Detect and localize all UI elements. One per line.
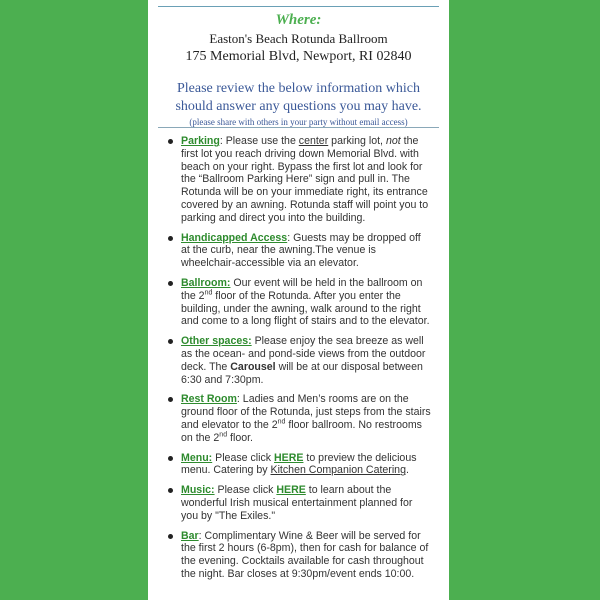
share-note: (please share with others in your party without email access) <box>189 117 408 127</box>
ballroom-text-1: Our event will be held in the ballroom on the 2 <box>181 276 423 302</box>
venue-header <box>148 10 449 128</box>
menu-text-2: to preview the delicious menu. Catering by <box>181 451 417 477</box>
restroom-sup-1: nd <box>277 418 286 426</box>
music-text-1: Please click <box>214 484 277 497</box>
info-list <box>148 128 431 581</box>
other-spaces-label: Other spaces: <box>181 335 252 348</box>
list-item-handicapped <box>181 232 431 270</box>
restroom-text-1: : Ladies and Men’s rooms are on the ground floor of the Rotunda, just steps from the stairs and elevator to the 2 <box>181 393 431 431</box>
music-text-2: to learn about the wonderful Irish musical entertainment planned for you by "The Exiles." <box>181 484 413 522</box>
top-divider <box>158 6 439 7</box>
caterer-link[interactable]: Kitchen Companion Catering <box>270 464 406 477</box>
ballroom-label: Ballroom: <box>181 276 231 289</box>
menu-text-3: . <box>405 464 409 477</box>
list-item-restroom <box>181 393 431 444</box>
restroom-sup-2: nd <box>219 431 228 439</box>
handicapped-text: : Guests may be dropped off at the curb, near the awning.The venue is wheelchair-accessible via an elevator. <box>181 231 421 270</box>
other-text-1: Please enjoy the sea breeze as well as the ocean- and pond-side views from the outdoor deck. The <box>181 335 426 373</box>
menu-label: Menu: <box>181 451 213 464</box>
ballroom-sup: nd <box>204 289 213 297</box>
bar-text: : Complimentary Wine & Beer will be served for the first 2 hours (6-8pm), then for cash for balance of the evening. Cocktails available for cash throughout the night. Bar closes at 9:30pm/event ends 10:00. <box>181 529 429 580</box>
invitation-card <box>148 0 449 600</box>
menu-text-1: Please click <box>212 451 275 464</box>
list-item-music <box>181 484 431 522</box>
parking-text-3: parking lot, <box>328 135 386 147</box>
music-here-link[interactable]: HERE <box>276 484 306 497</box>
where-label: Where: <box>275 12 322 28</box>
restroom-text-2: floor ballroom. No restrooms on the 2 <box>181 418 422 444</box>
ballroom-text-2: floor of the Rotunda. After you enter the building, under the awning, walk around to the right and come to a long flight of stairs and to the elevator. <box>181 289 430 328</box>
review-line-2: should answer any questions you may have. <box>175 99 422 114</box>
parking-text-1: : Please use the <box>219 135 299 147</box>
handicapped-label: Handicapped Access <box>181 231 288 244</box>
list-item-ballroom <box>181 277 431 328</box>
review-line-1: Please review the below information which <box>177 81 420 96</box>
bar-label: Bar <box>181 529 199 542</box>
parking-center: center <box>298 135 329 147</box>
other-text-2: will be at our disposal between 6:30 and 7:30pm. <box>181 360 423 386</box>
venue-name: Easton's Beach Rotunda Ballroom <box>209 31 388 46</box>
menu-here-link[interactable]: HERE <box>274 451 304 464</box>
parking-text-5: the first lot you reach driving down Memorial Blvd. with beach on your right. Bypass the first lot and look for the “Ballroom Parking Here” sign and pull in. The Rotunda will be on your immediate right, its entrance covered by an awning. Rotunda staff will point you to parking and direct you into the building. <box>181 135 429 224</box>
parking-not: not <box>385 135 401 147</box>
carousel-text: Carousel <box>230 360 276 373</box>
music-label: Music: <box>181 484 215 497</box>
list-item-menu <box>181 452 431 478</box>
restroom-text-3: floor. <box>227 431 254 444</box>
review-notice <box>148 80 449 116</box>
parking-label: Parking <box>181 135 220 147</box>
list-item-bar <box>181 530 431 581</box>
restroom-label: Rest Room <box>181 393 237 406</box>
venue-address: 175 Memorial Blvd, Newport, RI 02840 <box>185 49 412 64</box>
list-item-parking <box>181 135 431 225</box>
list-item-other-spaces <box>181 335 431 386</box>
